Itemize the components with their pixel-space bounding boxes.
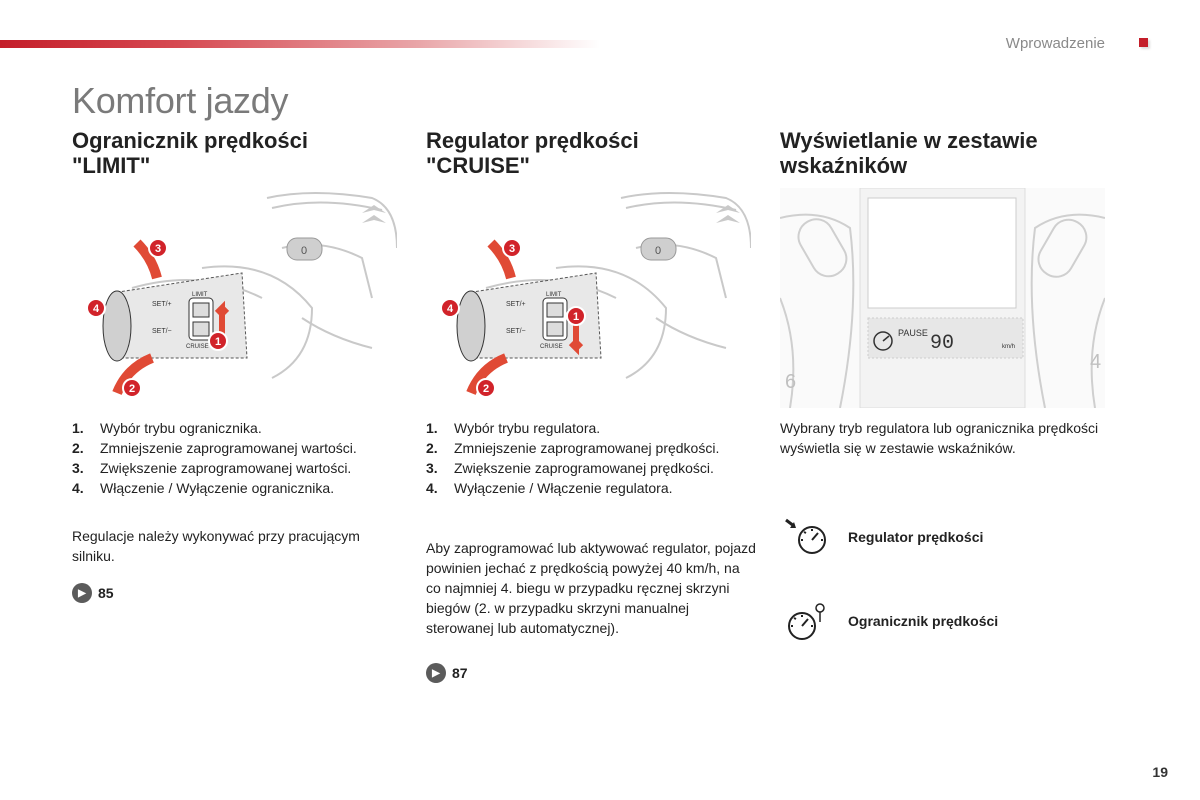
list-item: 3. Zwiększenie zaprogramowanej wartości. [72,460,352,476]
stalk-limit-illustration [72,188,397,408]
gauge-number-right: 4 [1090,351,1102,373]
svg-text:3: 3 [508,243,516,255]
note-text: Regulacje należy wykonywać przy pracującym silniku. [72,528,360,564]
section-label: Wprowadzenie [1005,35,1105,52]
list-item: 4. Wyłączenie / Włączenie regulatora. [426,480,673,496]
instrument-cluster-illustration [780,188,1105,408]
column-title: Wyświetlanie w zestawie wskaźników [780,128,1038,178]
speed-readout: 90 [930,332,955,355]
page-title: Komfort jazdy [72,80,289,121]
svg-text:1: 1 [214,336,222,348]
svg-text:2: 2 [482,383,490,395]
column-cruise [426,128,756,681]
cruise-control-icon [780,516,834,558]
svg-text:1: 1 [572,311,580,323]
list-item: 1. Wybór trybu ogranicznika. [72,420,262,436]
header-accent-bar [0,40,600,48]
legend-cruise [780,516,983,558]
legend-label: Ogranicznik prędkości [848,613,999,629]
svg-text:4: 4 [92,303,100,315]
note-text: Aby zaprogramować lub aktywować regulator, pojazd powinien jechać z prędkością powyżej 40 km/h, na co najmniej 4. biegu w przypadku ręcznej skrzyni biegów (2. w przypadku skrzyni manualnej sterowanej lub automatycznej). [426,540,756,636]
set-minus-label: SET/− [506,328,526,335]
section-marker [1139,38,1148,47]
set-plus-label: SET/+ [152,301,172,308]
page-link-icon: ▶ [72,583,92,603]
steps-list [426,418,766,498]
button-zero-label: 0 [655,245,662,257]
legend-label: Regulator prędkości [848,529,984,545]
unit-label: km/h [1002,344,1016,350]
svg-text:2: 2 [128,383,136,395]
set-plus-label: SET/+ [506,301,526,308]
page-reference-link[interactable]: ▶ 87 [426,663,468,683]
cruise-label: CRUISE [186,344,209,350]
page-reference-link[interactable]: ▶ 85 [72,583,114,603]
stalk-cruise-illustration [426,188,751,408]
legend-limiter [780,600,998,642]
speed-limiter-icon [780,600,834,642]
set-minus-label: SET/− [152,328,172,335]
cruise-label: CRUISE [540,344,563,350]
limit-label: LIMIT [192,292,208,298]
page-link-icon: ▶ [426,663,446,683]
column-limit [72,128,402,601]
list-item: 4. Włączenie / Wyłączenie ogranicznika. [72,480,335,496]
note-text: Wybrany tryb regulatora lub ogranicznika prędkości wyświetla się w zestawie wskaźników. [780,420,1099,456]
svg-text:4: 4 [446,303,454,315]
column-display [780,128,1110,629]
list-item: 2. Zmniejszenie zaprogramowanej wartości. [72,440,357,456]
limit-label: LIMIT [546,292,562,298]
pause-label: PAUSE [898,328,928,338]
svg-text:3: 3 [154,243,162,255]
steps-list [72,418,412,498]
list-item: 2. Zmniejszenie zaprogramowanej prędkości. [426,440,720,456]
column-title: Ogranicznik prędkości "LIMIT" [72,128,308,178]
list-item: 1. Wybór trybu regulatora. [426,420,601,436]
button-zero-label: 0 [301,245,308,257]
list-item: 3. Zwiększenie zaprogramowanej prędkości. [426,460,714,476]
column-title: Regulator prędkości "CRUISE" [426,128,639,178]
gauge-number-left: 6 [785,371,797,393]
page-number: 19 [1152,764,1168,780]
